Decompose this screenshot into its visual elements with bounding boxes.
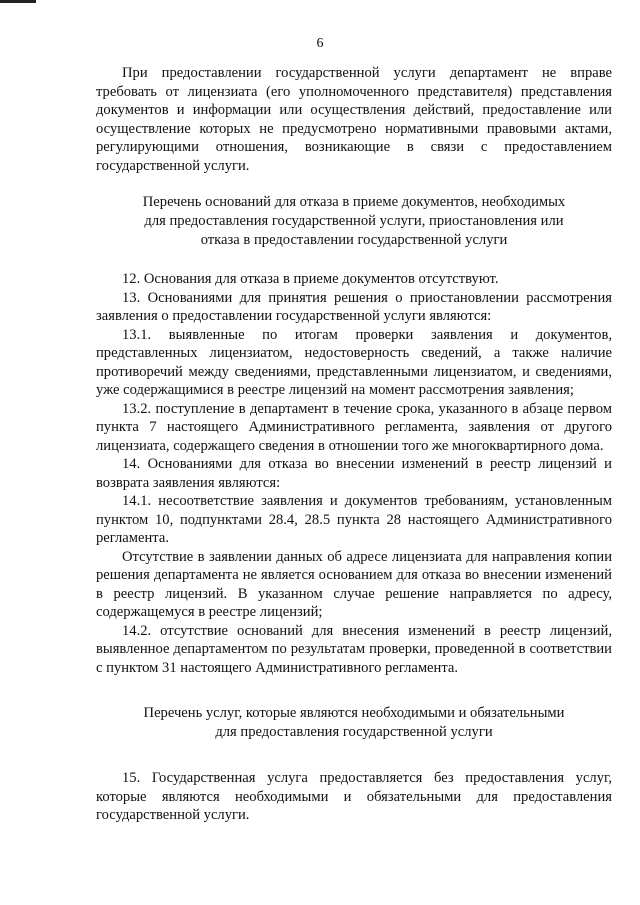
- paragraph-14-2: 14.2. отсутствие оснований для внесения изменений в реестр лицензий, выявленное департаментом по результатам проверки, проведенной в соответствии с пунктом 31 настоящего Административного регламента.: [96, 622, 612, 676]
- document-body: [96, 64, 612, 825]
- page-number: 6: [316, 36, 324, 51]
- section-required-services: [96, 769, 612, 825]
- paragraph-14: 14. Основаниями для отказа во внесении изменений в реестр лицензий и возврата заявления являются:: [96, 456, 612, 491]
- paragraph-13-1: 13.1. выявленные по итогам проверки заявления и документов, представленных лицензиатом, недостоверность сведений, а также наличие противоречий между сведениями, представленными лицензиатом, и сведениями, уже содержащимися в реестре лицензий на момент рассмотрения заявления;: [96, 326, 612, 398]
- section-heading-refusal-grounds: Перечень оснований для отказа в приеме документов, необходимых для предоставления государственной услуги, приостановления или отказа в предоставлении государственной услуги: [142, 194, 566, 248]
- paragraph-12: 12. Основания для отказа в приеме документов отсутствуют.: [122, 271, 499, 287]
- paragraph-13: 13. Основаниями для принятия решения о приостановлении рассмотрения заявления о предоставлении государственной услуги являются:: [96, 289, 612, 324]
- paragraph-15: 15. Государственная услуга предоставляется без предоставления услуг, которые являются необходимыми и обязательными для предоставления государственной услуги.: [96, 770, 612, 823]
- section-heading-required-services: Перечень услуг, которые являются необходимыми и обязательными для предоставления государственной услуги: [143, 705, 565, 740]
- paragraph-13-2: 13.2. поступление в департамент в течение срока, указанного в абзаце первом пункта 7 настоящего Административного регламента, заявления от другого лицензиата, содержащего сведения в отношении того же многоквартирного дома.: [96, 400, 612, 454]
- section-refusal-grounds: [96, 270, 612, 677]
- scan-corner-mark: [0, 0, 36, 3]
- intro-paragraph: При предоставлении государственной услуги департамент не вправе требовать от лицензиата (его уполномоченного представителя) представления документов и информации или осуществления действий, предоставление или осуществление которых не предусмотрено нормативными правовыми актами, регулирующими отношения, возникающие в связи с предоставлением государственной услуги.: [96, 65, 612, 174]
- paragraph-14-1-note: Отсутствие в заявлении данных об адресе лицензиата для направления копии решения департамента не является основанием для отказа во внесении изменений в реестр лицензий. В указанном случае решение направляется по адресу, содержащемуся в реестре лицензий;: [96, 548, 612, 620]
- paragraph-14-1: 14.1. несоответствие заявления и документов требованиям, установленным пунктом 10, подпунктами 28.4, 28.5 пункта 28 настоящего Административного регламента.: [96, 493, 612, 546]
